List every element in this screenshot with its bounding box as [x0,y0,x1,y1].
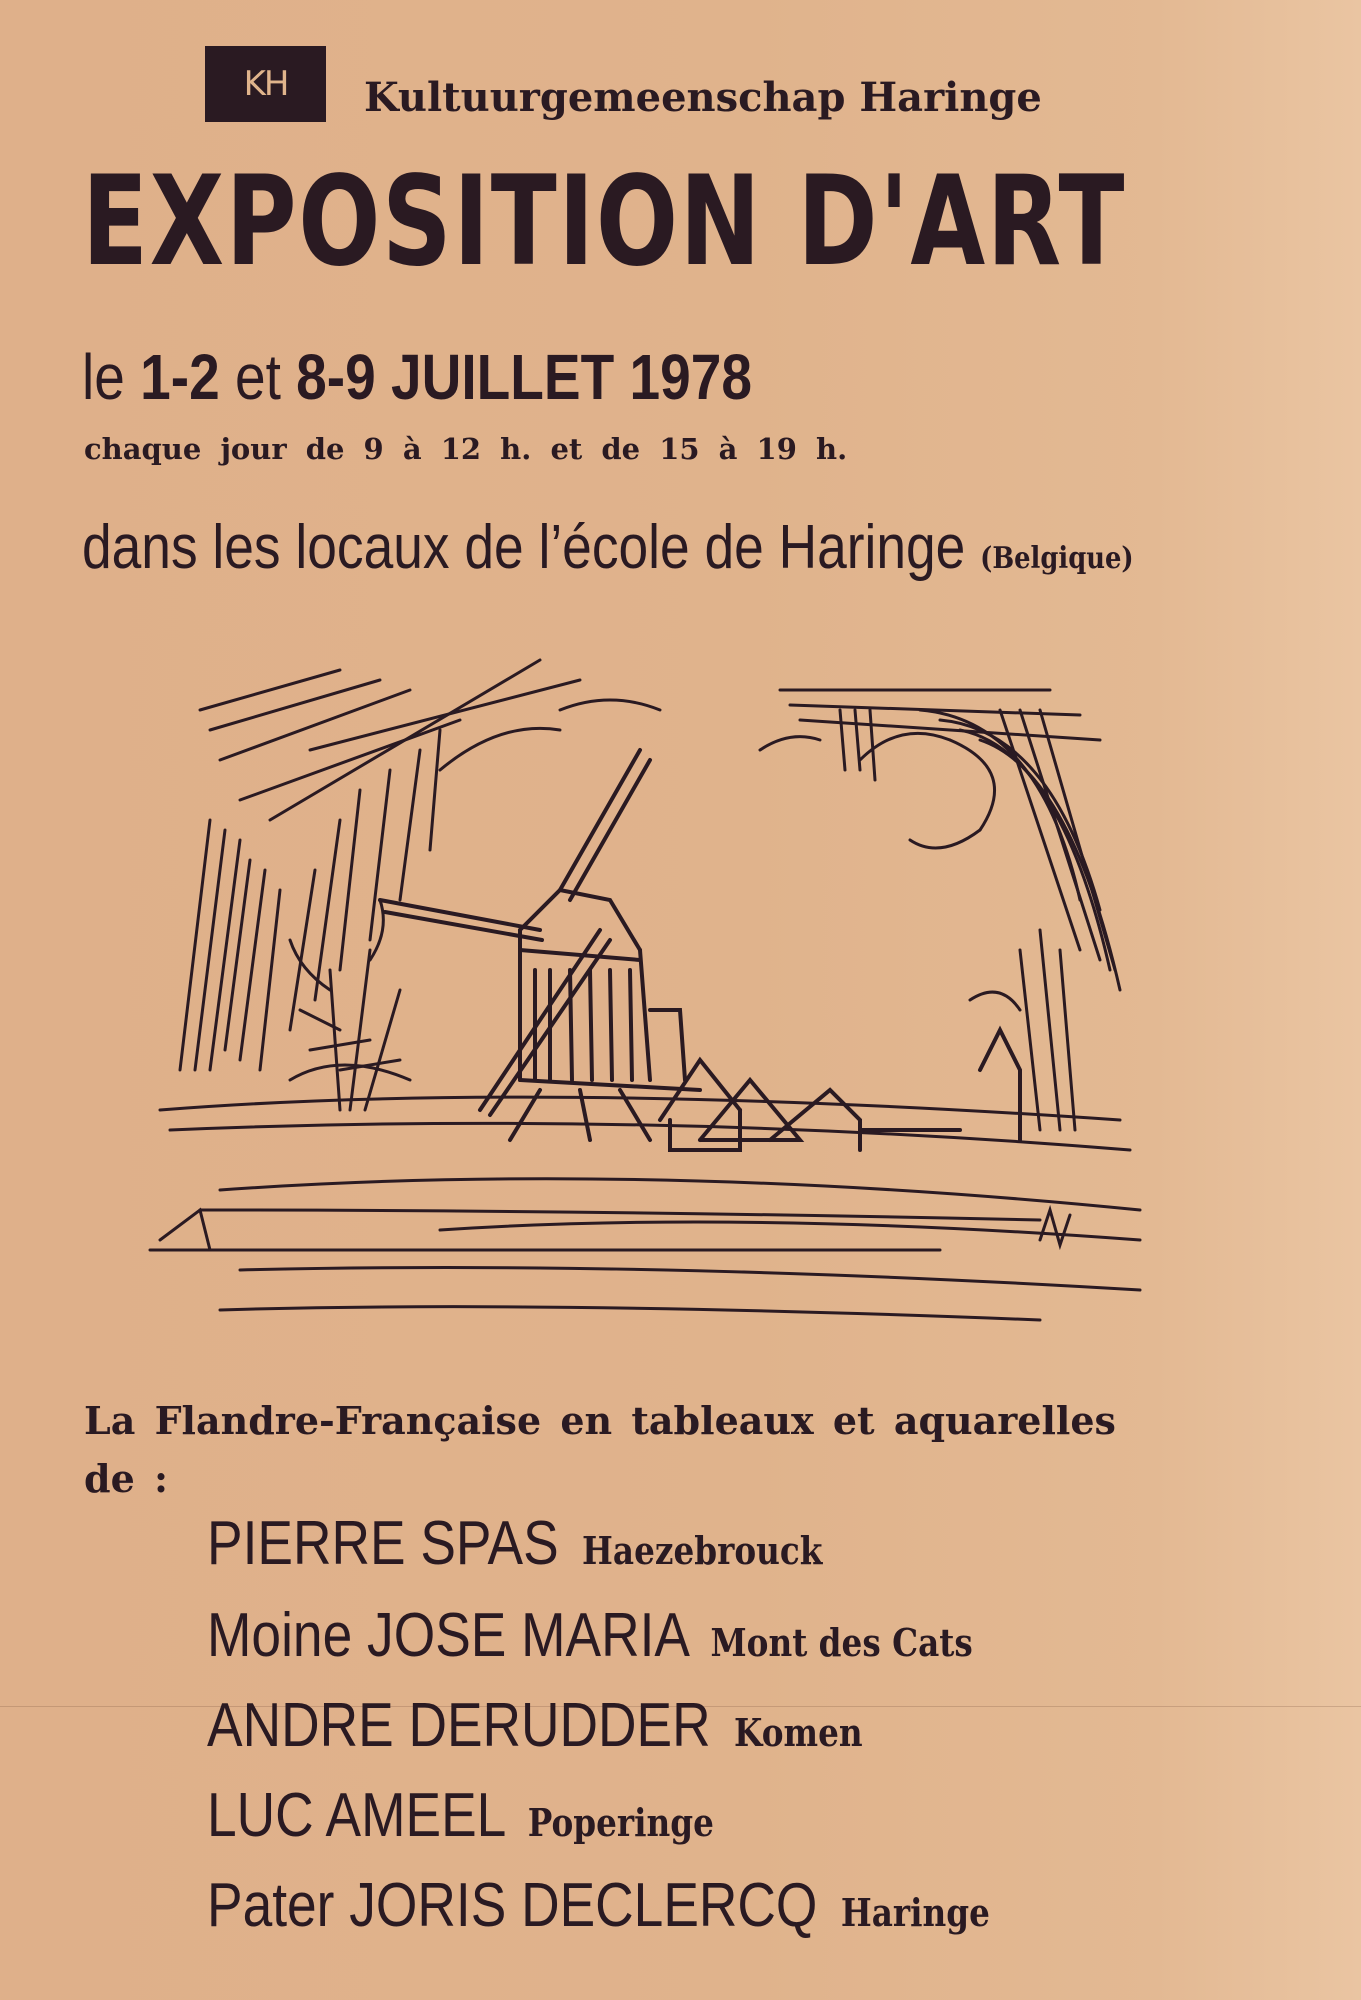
dates-line [82,340,752,414]
artist-title: Pater [207,1871,335,1940]
artist-4 [207,1780,714,1851]
venue-line [82,512,1134,583]
logo-text: KH [243,64,288,104]
trees [290,900,1075,1130]
venue-text: dans les locaux de l’école de Haringe [82,513,966,582]
windmill [380,750,700,1140]
intro-text [84,1392,1116,1508]
dates-prefix: le [82,341,125,413]
organizer-name: Kultuurgemeenschap Haringe [364,74,1042,121]
artist-place: Komen [734,1710,863,1755]
organizer-logo [205,46,326,122]
windmill-illustration [140,650,1230,1350]
intro-line-1: La Flandre-Française en tableaux et aquarelles [84,1398,1116,1443]
intro-line-2: de : [84,1456,169,1501]
artist-3 [207,1690,863,1761]
artist-place: Haezebrouck [582,1528,823,1573]
artist-place: Mont des Cats [710,1620,973,1665]
artist-name: PIERRE SPAS [207,1509,559,1578]
dates-joiner: et [234,341,281,413]
artist-name: LUC AMEEL [207,1781,505,1850]
dates-first: 1-2 [140,341,220,413]
artist-5 [207,1870,990,1941]
artist-1 [207,1508,822,1579]
venue-country: (Belgique) [980,541,1134,576]
artist-place: Haringe [840,1890,990,1935]
artist-place: Poperinge [527,1800,714,1845]
poster-title: EXPOSITION D'ART [82,150,1127,294]
artist-name: JOSE MARIA [367,1601,688,1670]
opening-hours: chaque jour de 9 à 12 h. et de 15 à 19 h. [84,432,848,466]
artist-name: ANDRE DERUDDER [207,1691,711,1760]
dates-second: 8-9 JUILLET 1978 [296,341,752,413]
artist-name: JORIS DECLERCQ [349,1871,818,1940]
artist-2 [207,1600,973,1671]
artist-title: Moine [207,1601,353,1670]
